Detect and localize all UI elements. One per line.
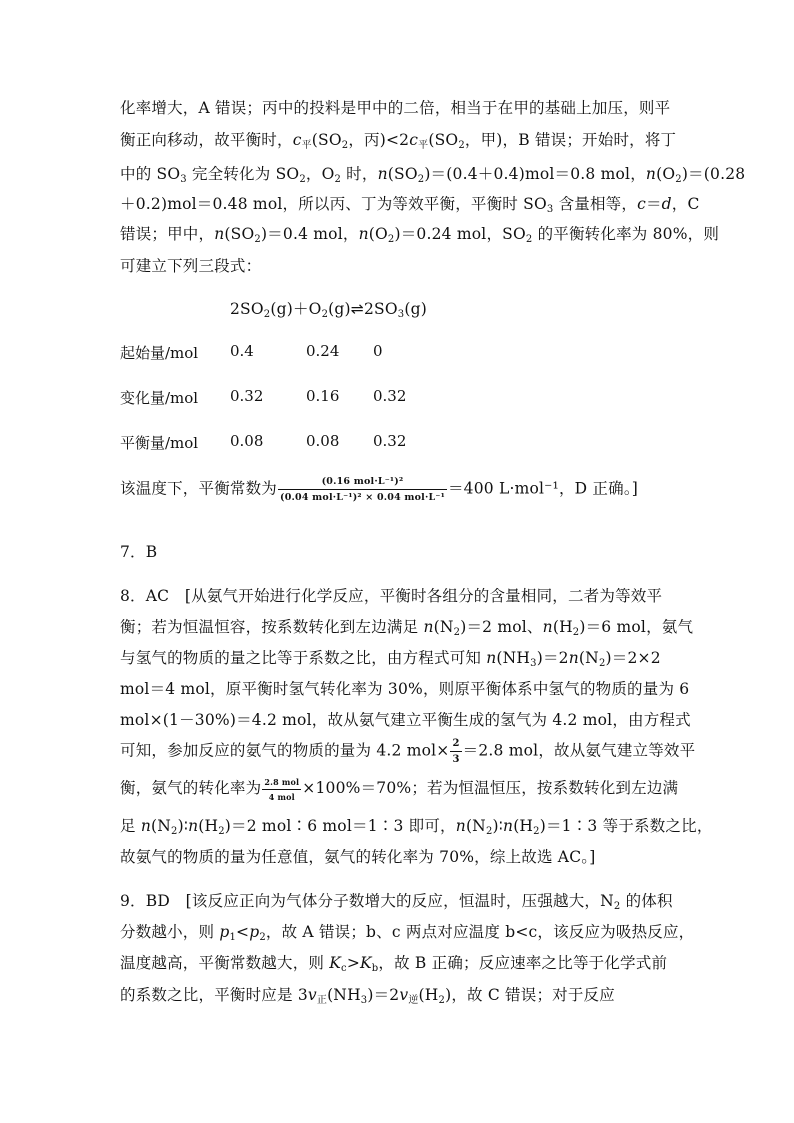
cell-value: 0.08	[306, 432, 340, 450]
text-line: 的系数之比，平衡时应是 $3v_正(NH_3)=2v_逆(H_2)$，故 C 错误；对于反应	[120, 986, 615, 1006]
text-content: mol＝4 mol，原平衡时氢气转化率为 30%，则原平衡体系中氢气的物质的量为 6	[120, 680, 690, 698]
k-prefix: 该温度下，平衡常数为	[120, 479, 278, 498]
text-line: 衡正向移动，故平衡时，$c_平(SO_2$，丙)$<2c_平(SO_2$，甲)，B 错误；开始时，将丁	[120, 131, 677, 151]
cell-value: 0.32	[373, 432, 407, 450]
text-line	[120, 254, 261, 276]
fraction: $\frac{2}{3}$	[452, 738, 460, 765]
text-line: 足 $n(N_2)∶n(H_2)=2$ mol∶6 mol＝1∶3 即可，$n(N_2)∶n(H_2)=1∶3$ 等于系数之比，	[120, 817, 713, 837]
text-content: 故氨气的物质的量为任意值，氨气的转化率为 70%，综上故选 AC。]	[120, 848, 596, 866]
text-content: 可建立下列三段式：	[120, 257, 262, 275]
row-label: 变化量/mol	[120, 389, 199, 407]
reaction-equation: $2SO_2(g)+O_2(g)\rightleftharpoons 2SO_3(g)$	[230, 300, 427, 320]
text-content: 8．AC [从氨气开始进行化学反应，平衡时各组分的含量相同，二者为等效平	[120, 587, 663, 605]
text-line: 与氢气的物质的量之比等于系数之比，由方程式可知 $n(NH_3)=2n(N_2)=2\times 2$	[120, 649, 661, 669]
text-line	[120, 96, 670, 118]
text-line	[120, 584, 662, 606]
text-line: 温度越高，平衡常数越大，则 $K_c>K_b$，故 B 正确；反应速率之比等于化学式前	[120, 954, 668, 974]
k-suffix: ＝400 L·mol⁻¹，D 正确。]	[447, 479, 639, 498]
cell-value: 0.08	[230, 432, 264, 450]
k-denominator: (0.04 mol·L⁻¹)² × 0.04 mol·L⁻¹	[280, 492, 445, 503]
text-line: ＋0.2)mol＝0.48 mol，所以丙、丁为等效平衡，平衡时 $SO_3$ 含量相等，c＝d，C	[120, 195, 700, 215]
cell-value: 0.24	[306, 342, 340, 360]
row-label: 起始量/mol	[120, 344, 199, 362]
cell-value: 0.16	[306, 387, 340, 405]
text-content: mol×(1－30%)＝4.2 mol，故从氨气建立平衡生成的氢气为 4.2 mol，由方程式	[120, 711, 691, 729]
answer-7	[120, 540, 157, 562]
cell-value: 0.4	[230, 342, 254, 360]
text-content: 化率增大，A 错误；丙中的投料是甲中的二倍，相当于在甲的基础上加压，则平	[120, 99, 671, 117]
fraction: $\frac{\text{2.8 mol}}{\text{4 mol}}$	[264, 776, 300, 802]
text-line: 衡；若为恒温恒容，按系数转化到左边满足 $n(N_2)=2$ mol、$n(H_2)=6$ mol，氨气	[120, 618, 694, 638]
text-line: 衡，氨气的转化率为 $\frac{\text{2.8 mol}}{\text{4 mol}}$ ×100%＝70%；若为恒温恒压，按系数转化到左边满	[120, 776, 679, 802]
text-line: 分数越小，则 $p_1<p_2$，故 A 错误；b、c 两点对应温度 b<c，该反应为吸热反应，	[120, 923, 695, 943]
k-fraction	[278, 476, 447, 503]
text-line: 可知，参加反应的氨气的物质的量为 4.2 mol× $\frac{2}{3}$ ＝2.8 mol，故从氨气建立等效平	[120, 738, 696, 765]
cell-value: 0	[373, 342, 383, 360]
text-line	[120, 708, 691, 730]
text-line	[120, 677, 689, 699]
text-line: 9．BD [该反应正向为气体分子数增大的反应，恒温时，压强越大，$N_2$ 的体积	[120, 892, 673, 912]
cell-value: 0.32	[230, 387, 264, 405]
text-line: 中的 $SO_3$ 完全转化为 $SO_2$，$O_2$ 时，$n(SO_2)=(0.4+0.4)mol=0.8$ mol，$n(O_2)=(0.28$	[120, 165, 746, 185]
text-line	[120, 845, 595, 867]
text-content: 7．B	[120, 543, 158, 561]
row-label: 平衡量/mol	[120, 434, 199, 452]
equilibrium-constant-line	[120, 476, 638, 503]
k-numerator: (0.16 mol·L⁻¹)²	[278, 476, 447, 490]
text-line: 错误；甲中，$n(SO_2)=0.4$ mol，$n(O_2)=0.24$ mol，$SO_2$ 的平衡转化率为 80%，则	[120, 225, 720, 245]
cell-value: 0.32	[373, 387, 407, 405]
